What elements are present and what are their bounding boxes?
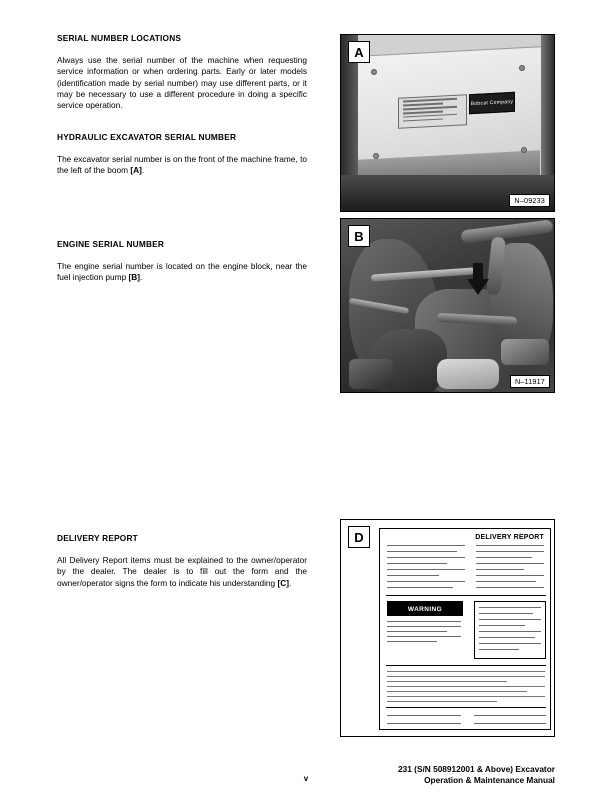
figure-reference: [B]: [128, 272, 141, 283]
paragraph-text-post: .: [140, 272, 143, 283]
paragraph-text-pre: The excavator serial number is on the front of the machine frame, to the left of the boom: [57, 153, 307, 176]
brand-tag-label: Bobcat Company: [470, 98, 514, 108]
section-paragraph: [57, 154, 307, 177]
figure-label-a: A: [348, 41, 370, 63]
section-paragraph: Always use the serial number of the machine when requesting service information or when ordering parts. Early or later models (identification made by serial number) may use different parts, or it may be necessary to use a different procedure in doing a specific service operation.: [57, 54, 307, 111]
delivery-report-sheet: [379, 528, 551, 730]
section-heading: ENGINE SERIAL NUMBER: [57, 239, 165, 249]
callout-arrow-icon: [467, 279, 489, 295]
form-warning-banner: WARNING: [387, 601, 463, 616]
figure-reference: [C]: [277, 577, 289, 588]
section-paragraph: [57, 261, 307, 284]
figure-d-delivery-report-form: [340, 519, 555, 737]
frame-bolt: [371, 69, 377, 75]
oil-pan-highlight: [437, 359, 499, 389]
form-checklist-box: [474, 601, 546, 659]
footer-line-2: Operation & Maintenance Manual: [424, 775, 555, 785]
paragraph-text-post: .: [289, 577, 292, 588]
section-paragraph: [57, 555, 307, 589]
figure-code-b: N–11917: [510, 375, 550, 388]
figure-label-d: D: [348, 526, 370, 548]
figure-label-b: B: [348, 225, 370, 247]
paragraph-text-pre: The engine serial number is located on the engine block, near the fuel injection pump: [57, 260, 307, 283]
serial-number-plate: [398, 94, 467, 129]
figure-code-a: N–09233: [509, 194, 550, 207]
section-heading: SERIAL NUMBER LOCATIONS: [57, 33, 182, 43]
footer-manual-title: [398, 764, 555, 786]
engine-housing-right: [501, 339, 549, 365]
brand-tag: [469, 92, 515, 114]
paragraph-text-pre: All Delivery Report items must be explained to the owner/operator by the dealer. The dealer is to fill out the form and the owner/operator signs the form to indicate his understanding: [57, 554, 307, 588]
section-delivery-report: [57, 534, 307, 589]
figure-a-excavator-serial-plate: [340, 34, 555, 212]
figure-b-engine-serial-location: [340, 218, 555, 393]
page-number: v: [303, 774, 309, 783]
section-heading: DELIVERY REPORT: [57, 533, 138, 543]
form-title: DELIVERY REPORT: [475, 534, 544, 541]
footer-line-1: 231 (S/N 508912001 & Above) Excavator: [398, 764, 555, 774]
frame-bolt: [519, 65, 525, 71]
paragraph-text-post: .: [141, 165, 145, 176]
engine-housing-left: [349, 359, 393, 389]
figure-reference: [A]: [130, 165, 142, 176]
frame-bolt: [373, 153, 379, 159]
section-hydraulic-excavator-serial-number: [57, 133, 307, 177]
section-serial-number-locations: [57, 34, 307, 111]
section-heading: HYDRAULIC EXCAVATOR SERIAL NUMBER: [57, 132, 237, 142]
frame-bolt: [521, 147, 527, 153]
section-engine-serial-number: [57, 240, 307, 284]
